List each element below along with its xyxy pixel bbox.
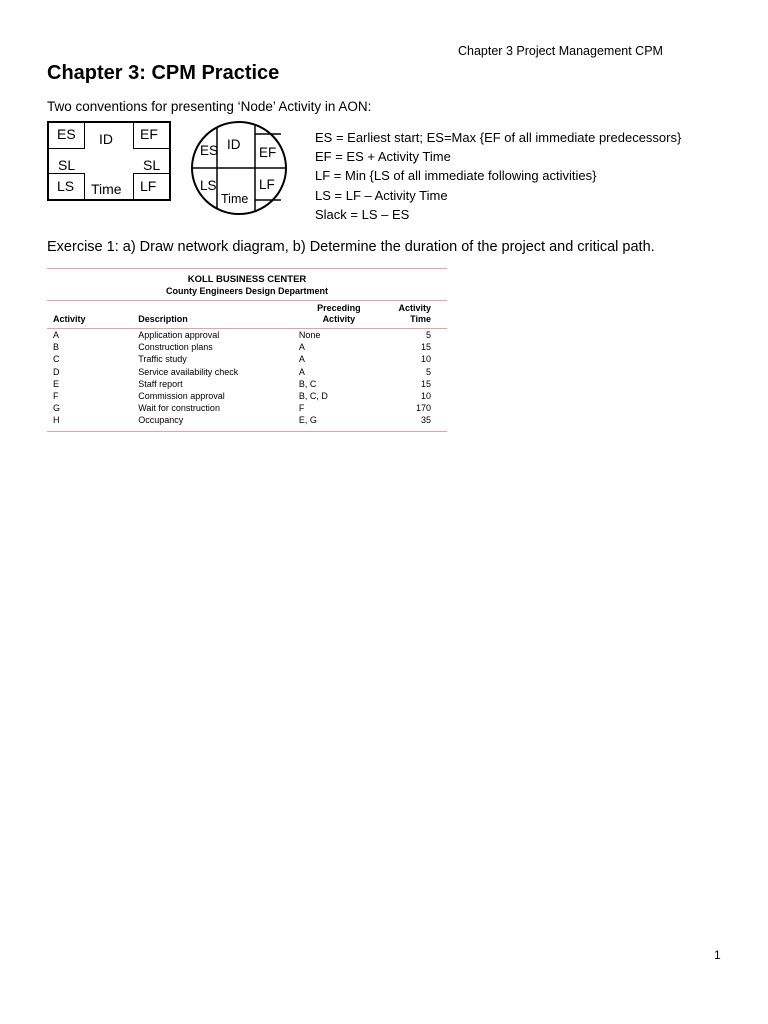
activity-data-table: [47, 303, 447, 427]
table-row: F Commission approval B, C, D 10: [53, 391, 431, 402]
running-header: Chapter 3 Project Management CPM: [458, 44, 663, 58]
rectangle-node-diagram: [47, 121, 171, 201]
intro-text: Two conventions for presenting ‘Node’ Activity in AON:: [47, 99, 372, 114]
rect-node-sl-right: SL: [143, 157, 161, 173]
definitions-list: [315, 128, 681, 224]
circle-node-id: ID: [227, 137, 241, 152]
definition-es: ES = Earliest start; ES=Max {EF of all immediate predecessors}: [315, 130, 682, 145]
circle-node-ef: EF: [259, 145, 277, 160]
circle-node-es: ES: [200, 143, 219, 158]
table-row: C Traffic study A 10: [53, 354, 431, 365]
table-row: B Construction plans A 15: [53, 342, 431, 353]
page-title: Chapter 3: CPM Practice: [47, 62, 280, 84]
header-preceding-2: Activity: [293, 314, 385, 329]
definition-ef: EF = ES + Activity Time: [315, 149, 451, 165]
table-row: E Staff report B, C 15: [53, 378, 431, 389]
header-time-2: Time: [385, 314, 447, 329]
circle-node-diagram: [189, 120, 289, 216]
table-row: H Occupancy E, G 35: [53, 415, 431, 426]
exercise-prompt: Exercise 1: a) Draw network diagram, b) Determine the duration of the project and critical path.: [47, 239, 655, 255]
header-activity: Activity: [47, 314, 138, 329]
table-row: G Wait for construction F 170: [53, 403, 431, 414]
rect-node-ef: EF: [133, 123, 169, 149]
circle-node-time: Time: [221, 192, 249, 206]
header-description: Description: [138, 314, 293, 329]
activity-table: [47, 268, 447, 432]
header-time-1: Activity: [398, 303, 431, 313]
table-row: D Service availability check A 5: [53, 366, 431, 377]
circle-node-lf: LF: [259, 177, 275, 192]
header-preceding-1: Preceding: [317, 303, 361, 313]
table-title: KOLL BUSINESS CENTER: [187, 274, 307, 285]
table-top-rule: [47, 268, 447, 269]
table-row: A Application approval None 5: [53, 330, 431, 340]
table-subtitle: County Engineers Design Department: [165, 286, 329, 296]
rect-node-lf: LF: [133, 173, 169, 199]
rect-node-ls: LS: [49, 173, 85, 199]
rect-node-es: ES: [49, 123, 85, 149]
definition-slack: Slack = LS – ES: [315, 206, 410, 222]
rect-node-time: Time: [91, 181, 122, 197]
definition-ls: LS = LF – Activity Time: [315, 187, 448, 203]
table-title-rule: [47, 300, 447, 301]
definition-lf: LF = Min {LS of all immediate following activities}: [315, 168, 597, 184]
rect-node-sl-left: SL: [58, 157, 76, 173]
circle-node-ls: LS: [200, 178, 217, 193]
rect-node-id: ID: [99, 131, 113, 147]
page-number: 1: [714, 948, 721, 962]
table-bottom-rule: [47, 431, 447, 432]
